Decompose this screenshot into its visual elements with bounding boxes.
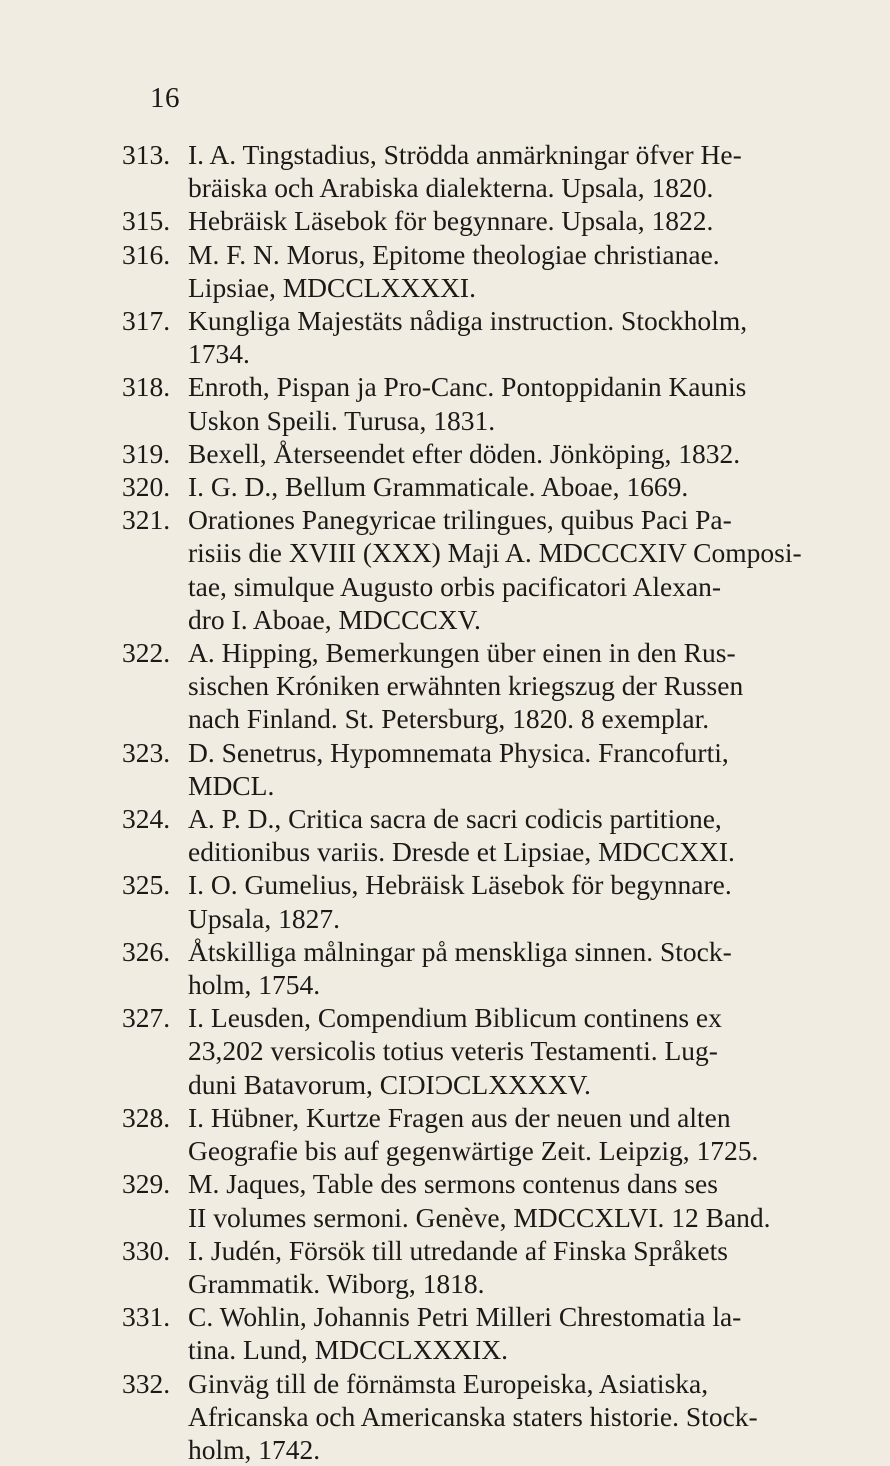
- entry-number: 332.: [122, 1367, 171, 1399]
- catalogue-entry: [122, 1001, 812, 1101]
- catalogue-entry: [122, 868, 812, 934]
- catalogue-entry: [122, 1167, 812, 1233]
- entry-line: Geografie bis auf gegenwärtige Zeit. Leipzig, 1725.: [188, 1135, 759, 1167]
- entry-line: sischen Króniken erwähnten kriegszug der Russen: [188, 670, 744, 702]
- entry-line: Kungliga Majestäts nådiga instruction. Stockholm,: [188, 305, 748, 337]
- entry-line: Orationes Panegyricae trilingues, quibus Paci Pa-: [188, 504, 732, 536]
- catalogue-entry: [122, 736, 812, 802]
- entry-number: 328.: [122, 1101, 171, 1133]
- catalogue-entry: [122, 503, 812, 636]
- entry-text: [188, 1367, 812, 1466]
- entry-line: M. F. N. Morus, Epitome theologiae christianae.: [188, 238, 720, 270]
- entry-text: [188, 1001, 812, 1101]
- entry-line: D. Senetrus, Hypomnemata Physica. Francofurti,: [188, 736, 729, 768]
- entry-number: 324.: [122, 803, 171, 835]
- entry-line: Uskon Speili. Turusa, 1831.: [188, 404, 496, 436]
- entry-line: holm, 1742.: [188, 1433, 321, 1465]
- entry-line: 1734.: [188, 338, 250, 370]
- entry-number: 323.: [122, 736, 171, 768]
- entry-text: [188, 736, 812, 802]
- entry-line: Hebräisk Läsebok för begynnare. Upsala, 1822.: [188, 205, 714, 237]
- entry-line: nach Finland. St. Petersburg, 1820. 8 exemplar.: [188, 703, 710, 735]
- entry-text: [188, 935, 812, 1001]
- entry-line: dro I. Aboae, MDCCCXV.: [188, 603, 481, 635]
- entry-text: [188, 1300, 812, 1366]
- catalogue-entries: [122, 138, 812, 1466]
- entry-line: Ginväg till de förnämsta Europeiska, Asiatiska,: [188, 1367, 709, 1399]
- entry-number: 319.: [122, 437, 171, 469]
- catalogue-entry: [122, 802, 812, 868]
- entry-line: A. Hipping, Bemerkungen über einen in den Rus-: [188, 637, 736, 669]
- entry-text: [188, 304, 812, 370]
- entry-text: [188, 1101, 812, 1167]
- entry-line: MDCL.: [188, 769, 275, 801]
- entry-number: 318.: [122, 371, 171, 403]
- entry-text: [188, 437, 812, 470]
- entry-number: 330.: [122, 1234, 171, 1266]
- entry-text: [188, 1234, 812, 1300]
- entry-line: I. O. Gumelius, Hebräisk Läsebok för begynnare.: [188, 869, 732, 901]
- entry-number: 329.: [122, 1168, 171, 1200]
- entry-line: risiis die XVIII (XXX) Maji A. MDCCCXIV Composi-: [188, 537, 802, 569]
- entry-line: Africanska och Americanska staters historie. Stock-: [188, 1400, 758, 1432]
- entry-text: [188, 204, 812, 237]
- entry-line: I. G. D., Bellum Grammaticale. Aboae, 1669.: [188, 471, 689, 503]
- entry-number: 313.: [122, 139, 171, 170]
- catalogue-entry: [122, 1234, 812, 1300]
- entry-line: A. P. D., Critica sacra de sacri codicis partitione,: [188, 803, 722, 835]
- entry-line: Lipsiae, MDCCLXXXXI.: [188, 271, 476, 303]
- entry-line: I. Leusden, Compendium Biblicum continens ex: [188, 1002, 722, 1034]
- catalogue-entry: [122, 204, 812, 237]
- entry-line: Upsala, 1827.: [188, 902, 340, 934]
- entry-line: I. Judén, Försök till utredande af Finska Språkets: [188, 1234, 728, 1266]
- entry-line: duni Batavorum, CIƆIƆCLXXXXV.: [188, 1068, 591, 1100]
- entry-text: [188, 138, 812, 204]
- entry-text: [188, 470, 812, 503]
- entry-number: 316.: [122, 238, 171, 270]
- entry-line: C. Wohlin, Johannis Petri Milleri Chrestomatia la-: [188, 1301, 742, 1333]
- entry-number: 325.: [122, 869, 171, 901]
- entry-number: 326.: [122, 935, 171, 967]
- entry-text: [188, 370, 812, 436]
- entry-number: 320.: [122, 471, 171, 503]
- entry-text: [188, 1167, 812, 1233]
- entry-number: 327.: [122, 1002, 171, 1034]
- entry-text: [188, 802, 812, 868]
- catalogue-entry: [122, 935, 812, 1001]
- entry-line: II volumes sermoni. Genève, MDCCXLVI. 12 Band.: [188, 1201, 771, 1233]
- entry-number: 317.: [122, 305, 171, 337]
- page-number: 16: [150, 82, 180, 114]
- entry-line: 23,202 versicolis totius veteris Testamenti. Lug-: [188, 1035, 718, 1067]
- catalogue-entry: [122, 1300, 812, 1366]
- entry-text: [188, 503, 812, 636]
- entry-line: Grammatik. Wiborg, 1818.: [188, 1267, 485, 1299]
- entry-line: bräiska och Arabiska dialekterna. Upsala, 1820.: [188, 172, 714, 204]
- entry-number: 322.: [122, 637, 171, 669]
- catalogue-entry: [122, 636, 812, 736]
- catalogue-entry: [122, 304, 812, 370]
- entry-text: [188, 238, 812, 304]
- entry-number: 321.: [122, 504, 171, 536]
- catalogue-entry: [122, 437, 812, 470]
- entry-line: I. A. Tingstadius, Strödda anmärkningar öfver He-: [188, 139, 742, 170]
- entry-text: [188, 636, 812, 736]
- entry-text: [188, 868, 812, 934]
- catalogue-entry: [122, 470, 812, 503]
- entry-line: M. Jaques, Table des sermons contenus dans ses: [188, 1168, 718, 1200]
- catalogue-entry: [122, 370, 812, 436]
- entry-line: Enroth, Pispan ja Pro-Canc. Pontoppidanin Kaunis: [188, 371, 747, 403]
- catalogue-entry: [122, 138, 812, 204]
- entry-line: Bexell, Återseendet efter döden. Jönköping, 1832.: [188, 437, 741, 469]
- entry-number: 315.: [122, 205, 171, 237]
- entry-line: tina. Lund, MDCCLXXXIX.: [188, 1334, 509, 1366]
- catalogue-entry: [122, 1367, 812, 1466]
- catalogue-entry: [122, 238, 812, 304]
- entry-line: I. Hübner, Kurtze Fragen aus der neuen und alten: [188, 1101, 731, 1133]
- entry-number: 331.: [122, 1301, 171, 1333]
- entry-line: editionibus variis. Dresde et Lipsiae, MDCCXXI.: [188, 836, 735, 868]
- entry-line: Åtskilliga målningar på menskliga sinnen. Stock-: [188, 935, 732, 967]
- entry-line: tae, simulque Augusto orbis pacificatori Alexan-: [188, 570, 722, 602]
- catalogue-entry: [122, 1101, 812, 1167]
- entry-line: holm, 1754.: [188, 969, 321, 1001]
